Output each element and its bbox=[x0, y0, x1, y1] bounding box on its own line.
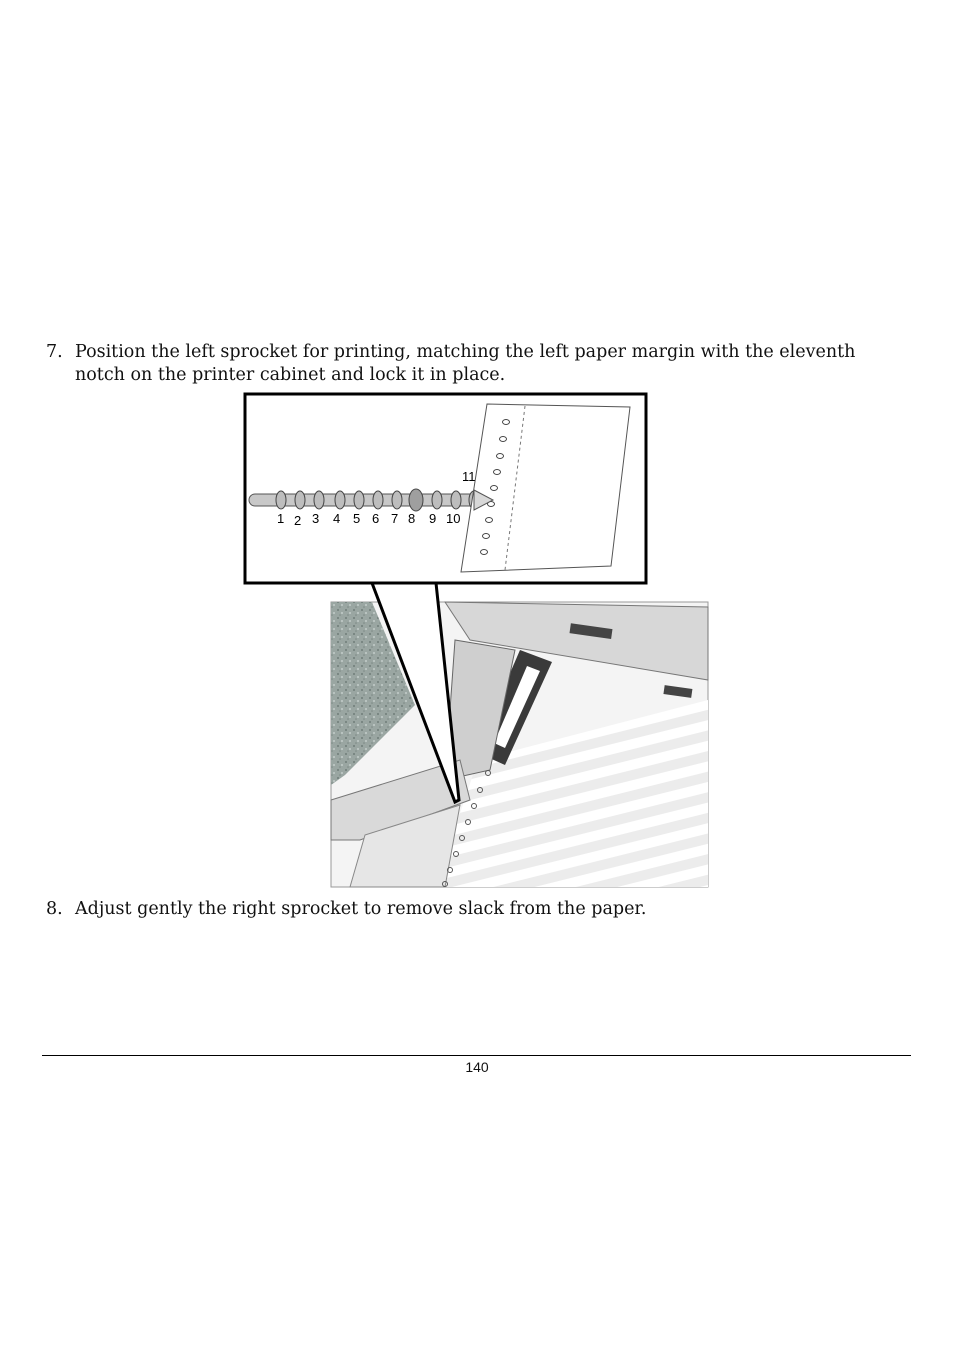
step-number: 8. bbox=[46, 899, 63, 919]
step-8 bbox=[46, 898, 876, 921]
page-number: 140 bbox=[465, 1059, 489, 1075]
notch-label-7: 7 bbox=[391, 511, 399, 526]
notch-label-4: 4 bbox=[333, 511, 341, 526]
notch-label-3: 3 bbox=[312, 511, 320, 526]
paper-sheet bbox=[461, 404, 630, 572]
step-text: Position the left sprocket for printing, matching the left paper margin with the eleventh notch on the printer cabinet and lock it in place. bbox=[75, 342, 856, 385]
notch-label-2: 2 bbox=[294, 513, 302, 528]
notch-label-8: 8 bbox=[408, 511, 416, 526]
notch-label-10: 10 bbox=[446, 511, 461, 526]
step-7 bbox=[46, 341, 876, 387]
step-text: Adjust gently the right sprocket to remove slack from the paper. bbox=[75, 899, 647, 919]
callout-box bbox=[245, 394, 646, 583]
notch-label-11: 11 bbox=[462, 469, 476, 484]
sprocket-illustration bbox=[243, 392, 711, 890]
footer-divider bbox=[42, 1055, 911, 1056]
step-number: 7. bbox=[46, 342, 63, 362]
notch-label-5: 5 bbox=[353, 511, 361, 526]
notch-label-6: 6 bbox=[372, 511, 380, 526]
notch-label-9: 9 bbox=[429, 511, 437, 526]
printer-photo bbox=[331, 602, 708, 887]
notch-label-1: 1 bbox=[277, 511, 285, 526]
